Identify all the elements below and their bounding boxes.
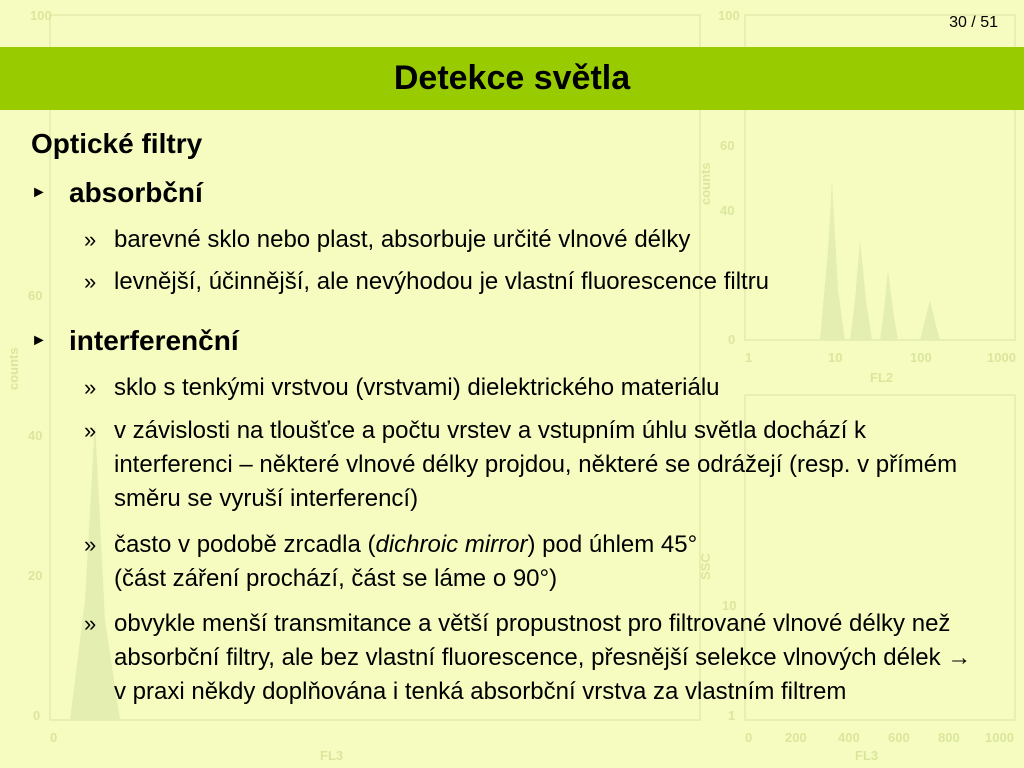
bullet-label: absorbční	[69, 177, 203, 208]
wm-tr-ytick: 40	[720, 203, 735, 218]
sub-bullet-text: sklo s tenkými vrstvou (vrstvami) dielektrického materiálu	[114, 374, 720, 401]
text-part: často v podobě zrcadla (	[114, 531, 376, 558]
wm-left-xlabel: FL3	[320, 748, 344, 763]
text-part: ) pod úhlem 45°	[527, 531, 698, 558]
wm-left-ytick: 0	[33, 708, 41, 723]
sub-bullet	[84, 265, 984, 299]
sub-bullet-text: barevné sklo nebo plast, absorbuje určité vlnové délky	[114, 226, 691, 253]
sub-bullet-text: obvykle menší transmitance a větší propustnost pro filtrované vlnové délky než absorbční filtry, ale bez vlastní fluorescence, přesnější selekce vlnových délek → v praxi někdy doplňována i tenká absorbční vrstva za vlastním filtrem	[114, 610, 972, 705]
text-part: (část záření prochází, část se láme o 90°)	[114, 565, 558, 592]
italic-term: dichroic mirror	[375, 531, 528, 558]
triangle-bullet-icon: ►	[31, 332, 47, 349]
wm-br-ylabel: SSC	[698, 553, 713, 580]
wm-tr-xlabel: FL2	[870, 370, 894, 385]
wm-br-xtick: 800	[938, 730, 960, 745]
sub-bullet	[84, 528, 984, 596]
histogram-peaks	[820, 180, 940, 340]
wm-left-ylabel: counts	[6, 347, 21, 390]
sub-bullet-text: levnější, účinnější, ale nevýhodou je vlastní fluorescence filtru	[114, 268, 770, 295]
wm-br-xtick: 200	[785, 730, 807, 745]
wm-br-xtick: 400	[838, 730, 860, 745]
raquo-bullet-icon: »	[84, 375, 97, 400]
bullet-interferencni	[31, 325, 239, 357]
bullet-label: interferenční	[69, 325, 239, 356]
slide-title: Detekce světla	[393, 59, 631, 97]
raquo-bullet-icon: »	[84, 227, 97, 252]
wm-tr-ytick: 0	[728, 332, 736, 347]
sub-bullet	[84, 414, 984, 516]
wm-br-xlabel: FL3	[855, 748, 879, 763]
wm-br-ytick: 10	[722, 598, 737, 613]
raquo-bullet-icon: »	[84, 611, 97, 636]
title-bar	[0, 47, 1024, 110]
section-heading: Optické filtry	[31, 128, 203, 159]
raquo-bullet-icon: »	[84, 532, 97, 557]
wm-left-ytick: 40	[28, 428, 43, 443]
sub-bullet	[84, 223, 984, 257]
wm-br-xtick: 0	[745, 730, 753, 745]
wm-left-ytick: 60	[28, 288, 43, 303]
wm-left-ytick: 100	[30, 8, 52, 23]
wm-tr-ytick: 60	[720, 138, 735, 153]
raquo-bullet-icon: »	[84, 269, 97, 294]
bullet-absorbcni	[31, 177, 203, 209]
wm-tr-xtick: 10	[828, 350, 843, 365]
wm-tr-xtick: 100	[910, 350, 932, 365]
wm-br-ytick: 1	[728, 708, 736, 723]
page-number: 30 / 51	[949, 14, 998, 31]
sub-bullet	[84, 371, 984, 405]
raquo-bullet-icon: »	[84, 418, 97, 443]
sub-bullet	[84, 607, 984, 709]
wm-tr-xtick: 1	[745, 350, 753, 365]
wm-tr-xtick: 1000	[987, 350, 1016, 365]
sub-bullet-text	[114, 528, 984, 596]
wm-br-xtick: 1000	[985, 730, 1014, 745]
wm-left-xtick: 0	[50, 730, 58, 745]
wm-tr-ylabel: counts	[698, 162, 713, 205]
wm-br-xtick: 600	[888, 730, 910, 745]
wm-left-ytick: 20	[28, 568, 43, 583]
sub-bullet-text: v závislosti na tloušťce a počtu vrstev a vstupním úhlu světla dochází k interferenci – některé vlnové délky projdou, některé se odrážejí (resp. v přímém směru se vyruší interferencí)	[114, 417, 958, 512]
wm-tr-ytick: 100	[718, 8, 740, 23]
triangle-bullet-icon: ►	[31, 184, 47, 201]
